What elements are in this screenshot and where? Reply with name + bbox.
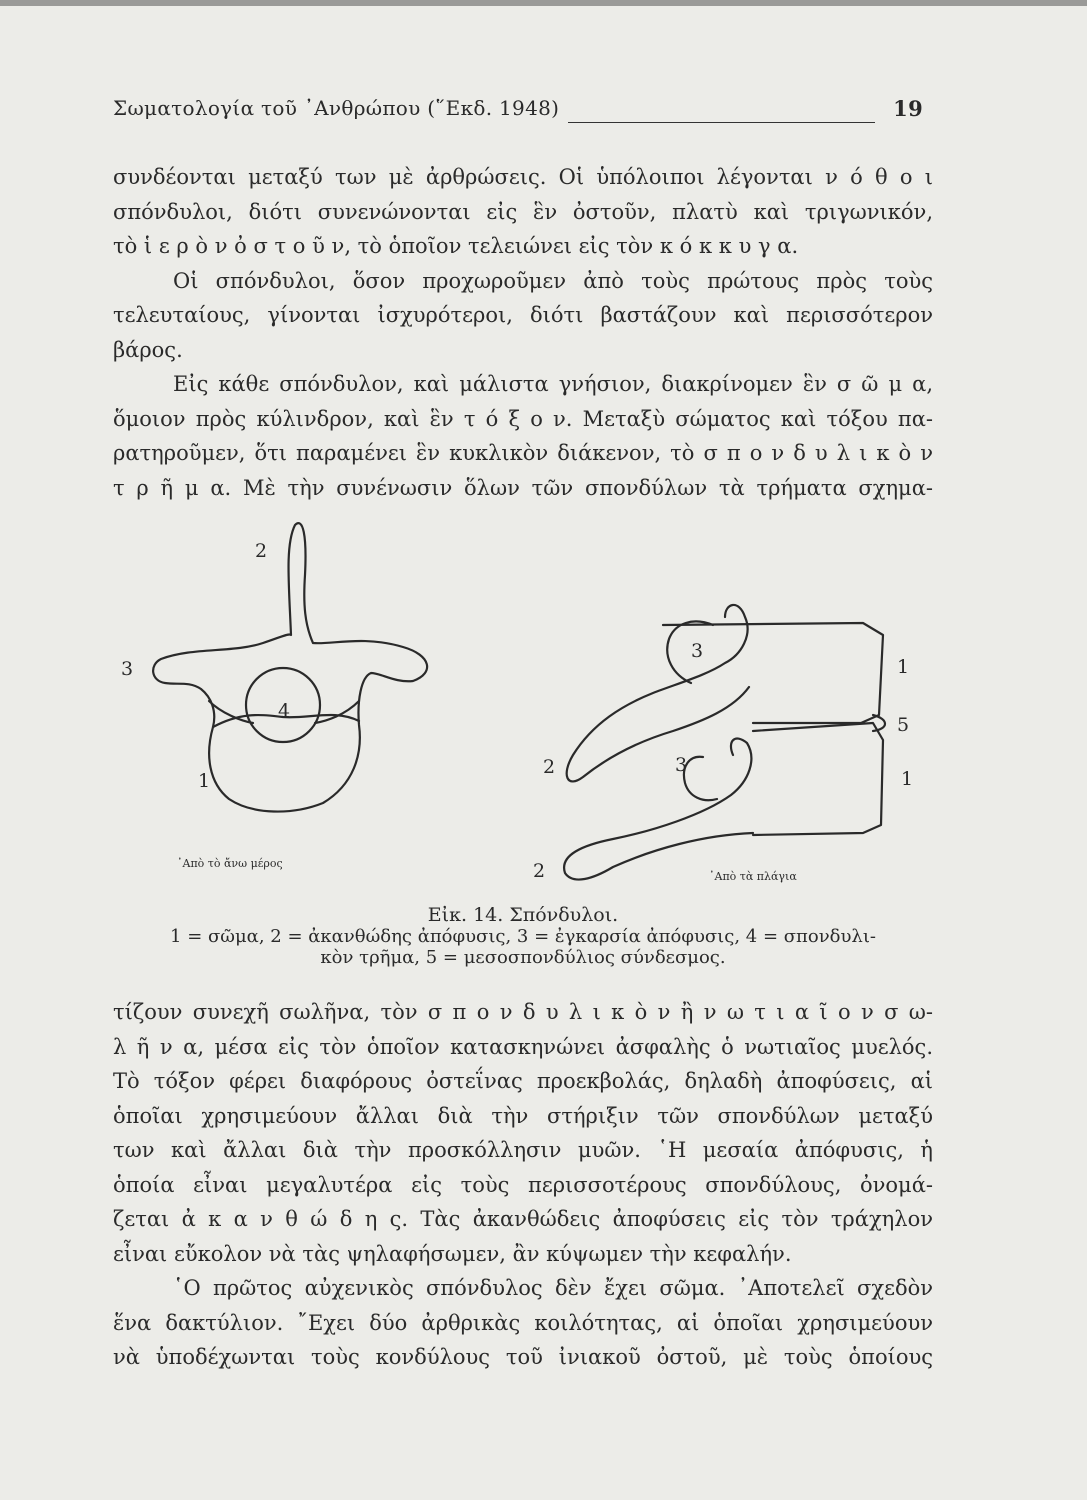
text-line: βάρος. [113,337,183,362]
page-number: 19 [893,96,923,121]
text-line: ὅμοιον πρὸς κύλινδρον, καὶ ἓν τ ό ξ ο ν. Μεταξὺ σώματος καὶ τόξου πα- [113,406,933,431]
label-right-body-lower: 1 [901,768,914,790]
text-line: τ ρ ῆ μ α. Μὲ τὴν συνένωσιν ὅλων τῶν σπονδύλων τὰ τρήματα σχημα- [113,475,933,500]
body-text-bottom [113,995,933,1375]
caption-legend-line: 1 = σῶμα, 2 = ἀκανθώδης ἀπόφυσις, 3 = ἐγκαρσία ἀπόφυσις, 4 = σπονδυλι- [170,926,876,947]
text-line: ζεται ἀ κ α ν θ ώ δ η ς. Τὰς ἀκανθώδεις ἀποφύσεις εἰς τὸν τράχηλον [113,1207,933,1231]
vertebra-top-view [153,523,427,811]
text-line: Εἰς κάθε σπόνδυλον, καὶ μάλιστα γνήσιον, διακρίνομεν ἓν σ ῶ μ α, [173,372,933,396]
text-line: λ ῆ ν α, μέσα εἰς τὸν ὁποῖον κατασκηνώνει ἀσφαλὴς ὁ νωτιαῖος μυελός. [113,1034,933,1059]
caption-legend-line: κὸν τρῆμα, 5 = μεσοσπονδύλιος σύνδεσμος. [320,947,726,968]
lower-spinous-process [564,739,753,880]
upper-vertebral-body [663,623,883,723]
vertebra-top-outline [153,523,427,811]
label-left-transverse: 3 [121,658,134,680]
text-line: τίζουν συνεχῆ σωλῆνα, τὸν σ π ο ν δ υ λ ι κ ὸ ν ἢ ν ω τ ι α ῖ ο ν σ ω- [113,1000,933,1024]
text-line: ὁποία εἶναι μεγαλυτέρα εἰς τοὺς περισσοτέρους σπονδύλους, ὀνομά- [113,1172,933,1197]
vertebrae-drawings [113,505,933,900]
caption-title: Εἰκ. 14. Σπόνδυλοι. [427,904,619,926]
label-right-transverse-lower: 3 [675,754,688,776]
vertebra-side-view [564,605,885,880]
label-left-body: 1 [198,770,211,792]
label-right-transverse-upper: 3 [691,640,704,662]
figure-caption [113,905,933,968]
text-line: συνδέονται μεταξύ των μὲ ἀρθρώσεις. Οἱ ὑπόλοιποι λέγονται ν ό θ ο ι [113,165,933,189]
text-line: Τὸ τόξον φέρει διαφόρους ὀστεΐνας προεκβολάς, δηλαδὴ ἀποφύσεις, αἱ [113,1069,933,1093]
label-left-foramen: 4 [278,700,291,722]
text-line: ρατηροῦμεν, ὅτι παραμένει ἓν κυκλικὸν διάκενον, τὸ σ π ο ν δ υ λ ι κ ὸ ν [113,441,933,465]
text-line: τελευταίους, γίνονται ἰσχυρότεροι, διότι βαστάζουν καὶ περισσότερον [113,303,933,327]
running-head-rule [568,122,875,123]
upper-spinous-process [567,605,749,781]
running-head [113,96,923,126]
text-line: ὁποῖαι χρησιμεύουν ἄλλαι διὰ τὴν στήριξιν τῶν σπονδύλων μεταξύ [113,1103,933,1128]
text-line: νὰ ὑποδέχωνται τοὺς κονδύλους τοῦ ἰνιακοῦ ὀστοῦ, μὲ τοὺς ὁποίους [113,1345,933,1369]
lower-vertebral-body [753,723,883,835]
text-line: εἶναι εὔκολον νὰ τὰς ψηλαφήσωμεν, ἂν κύψωμεν τὴν κεφαλήν. [113,1241,792,1266]
label-right-spinous-lower: 2 [533,860,546,882]
note-side-view: ᾿Απὸ τὰ πλάγια [709,870,797,883]
note-top-view: ᾿Απὸ τὸ ἄνω μέρος [177,857,283,870]
label-left-spinous: 2 [255,540,268,562]
label-right-body-upper: 1 [897,656,910,678]
text-line: των καὶ ἄλλαι διὰ τὴν προσκόλλησιν μυῶν. ῾Η μεσαία ἀπόφυσις, ἡ [113,1138,933,1162]
figure-vertebrae [113,505,933,900]
label-right-disc: 5 [897,714,910,736]
lower-transverse-process [684,757,717,800]
text-line: σπόνδυλοι, διότι συνενώνονται εἰς ἓν ὀστοῦν, πλατὺ καὶ τριγωνικόν, [113,199,933,224]
body-text-top [113,160,933,505]
text-line: τὸ ἱ ε ρ ὸ ν ὀ σ τ ο ῦ ν, τὸ ὁποῖον τελειώνει εἰς τὸν κ ό κ κ υ γ α. [113,234,799,258]
text-line: Οἱ σπόνδυλοι, ὅσον προχωροῦμεν ἀπὸ τοὺς πρώτους πρὸς τοὺς [173,268,933,293]
text-line: ἕνα δακτύλιον. ῎Εχει δύο ἀρθρικὰς κοιλότητας, αἱ ὁποῖαι χρησιμεύουν [113,1310,933,1335]
label-right-spinous-upper: 2 [543,756,556,778]
text-line: ῾Ο πρῶτος αὐχενικὸς σπόνδυλος δὲν ἔχει σῶμα. ᾿Αποτελεῖ σχεδὸν [173,1276,933,1300]
running-head-title: Σωματολογία τοῦ ᾿Ανθρώπου (῞Εκδ. 1948) [113,96,560,120]
arch-line-right [315,701,359,723]
